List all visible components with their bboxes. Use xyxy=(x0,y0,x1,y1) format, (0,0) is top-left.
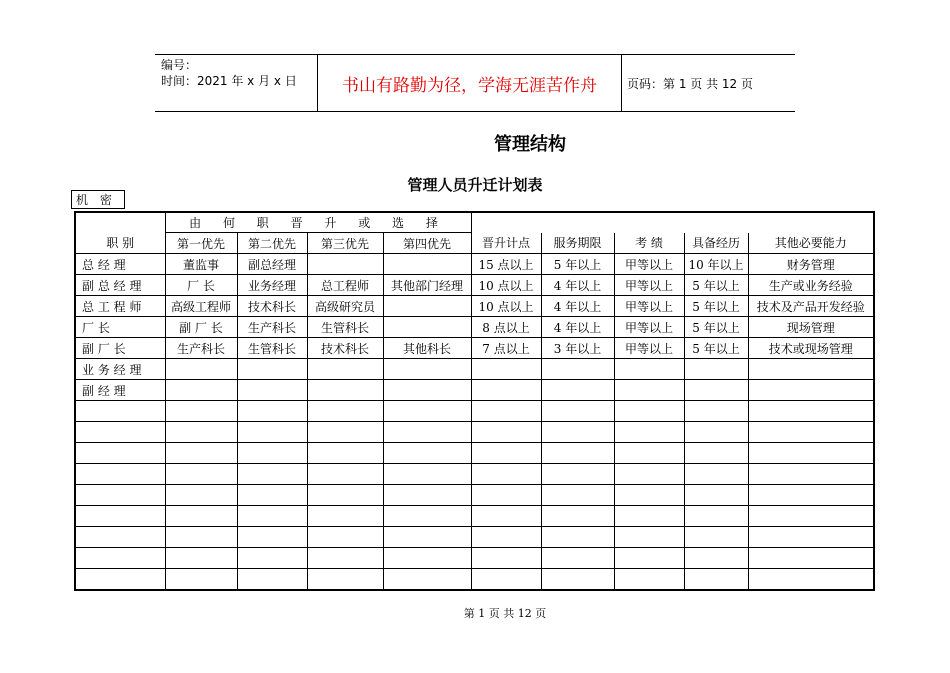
table-cell xyxy=(471,443,541,464)
promotion-plan-table xyxy=(74,211,875,591)
table-cell xyxy=(471,359,541,380)
table-cell xyxy=(541,422,614,443)
table-cell: 技术及产品开发经验 xyxy=(748,296,874,317)
table-cell: 副 厂 长 xyxy=(165,317,237,338)
table-cell xyxy=(307,401,383,422)
table-cell xyxy=(165,464,237,485)
table-cell xyxy=(684,548,748,569)
table-cell xyxy=(383,548,471,569)
table-cell xyxy=(748,485,874,506)
table-cell xyxy=(165,359,237,380)
table-group-header-row xyxy=(75,212,874,233)
table-cell xyxy=(307,464,383,485)
table-cell xyxy=(165,485,237,506)
table-cell xyxy=(383,254,471,275)
table-header-cell xyxy=(75,212,165,233)
table-cell xyxy=(614,548,684,569)
column-header: 第一优先 xyxy=(165,233,237,254)
table-cell xyxy=(307,569,383,591)
table-cell: 其他部门经理 xyxy=(383,275,471,296)
table-row xyxy=(75,401,874,422)
table-cell xyxy=(75,569,165,591)
table-cell xyxy=(748,443,874,464)
table-cell: 4 年以上 xyxy=(541,275,614,296)
table-cell xyxy=(684,527,748,548)
table-cell xyxy=(75,485,165,506)
confidential-label: 机 密 xyxy=(71,190,125,209)
table-cell xyxy=(614,464,684,485)
table-cell xyxy=(237,401,307,422)
table-cell xyxy=(541,359,614,380)
column-header: 职 别 xyxy=(75,233,165,254)
column-header: 晋升计点 xyxy=(471,233,541,254)
table-cell xyxy=(684,485,748,506)
table-cell xyxy=(237,527,307,548)
table-cell: 现场管理 xyxy=(748,317,874,338)
table-header-cell xyxy=(471,212,874,233)
table-cell: 生产科长 xyxy=(237,317,307,338)
table-cell xyxy=(75,464,165,485)
table-cell xyxy=(748,569,874,591)
table-cell: 总 经 理 xyxy=(75,254,165,275)
table-cell: 生管科长 xyxy=(237,338,307,359)
table-cell xyxy=(165,422,237,443)
table-row xyxy=(75,359,874,380)
table-cell: 4 年以上 xyxy=(541,317,614,338)
table-cell xyxy=(684,380,748,401)
table-cell xyxy=(471,380,541,401)
table-cell: 副 厂 长 xyxy=(75,338,165,359)
table-row xyxy=(75,506,874,527)
document-number-label: 编号： xyxy=(161,58,198,72)
table-cell xyxy=(684,422,748,443)
table-cell xyxy=(383,485,471,506)
table-cell xyxy=(541,527,614,548)
table-cell: 甲等以上 xyxy=(614,254,684,275)
table-cell xyxy=(614,506,684,527)
table-cell xyxy=(307,506,383,527)
column-header: 第二优先 xyxy=(237,233,307,254)
table-cell: 甲等以上 xyxy=(614,317,684,338)
table-row xyxy=(75,296,874,317)
table-cell xyxy=(165,443,237,464)
table-cell xyxy=(75,401,165,422)
table-cell xyxy=(307,422,383,443)
table-cell: 4 年以上 xyxy=(541,296,614,317)
table-cell xyxy=(614,380,684,401)
table-cell xyxy=(684,464,748,485)
table-cell xyxy=(165,401,237,422)
table-cell xyxy=(541,443,614,464)
table-cell xyxy=(383,422,471,443)
table-cell: 5 年以上 xyxy=(684,296,748,317)
table-cell xyxy=(237,548,307,569)
document-time-label: 时间：2021 年 x 月 x 日 xyxy=(161,74,297,88)
table-cell xyxy=(471,485,541,506)
table-cell xyxy=(307,359,383,380)
table-cell xyxy=(237,443,307,464)
table-cell: 副总经理 xyxy=(237,254,307,275)
table-cell xyxy=(684,569,748,591)
table-cell xyxy=(165,548,237,569)
table-cell: 10 点以上 xyxy=(471,296,541,317)
table-cell xyxy=(383,359,471,380)
table-cell xyxy=(237,506,307,527)
table-row xyxy=(75,254,874,275)
table-cell xyxy=(75,422,165,443)
table-cell: 技术科长 xyxy=(307,338,383,359)
table-cell: 其他科长 xyxy=(383,338,471,359)
table-cell xyxy=(237,380,307,401)
table-cell xyxy=(541,506,614,527)
table-cell xyxy=(307,380,383,401)
table-cell xyxy=(614,359,684,380)
table-cell: 副 经 理 xyxy=(75,380,165,401)
table-cell xyxy=(237,359,307,380)
table-cell: 高级研究员 xyxy=(307,296,383,317)
table-cell: 业务经理 xyxy=(237,275,307,296)
table-cell xyxy=(383,296,471,317)
table-cell: 3 年以上 xyxy=(541,338,614,359)
page-footer: 第 1 页 共 12 页 xyxy=(463,607,547,620)
column-header: 第三优先 xyxy=(307,233,383,254)
table-cell: 副 总 经 理 xyxy=(75,275,165,296)
table-cell xyxy=(614,569,684,591)
table-row xyxy=(75,317,874,338)
page-title: 管理结构 xyxy=(494,134,566,155)
table-cell xyxy=(684,443,748,464)
table-cell xyxy=(684,359,748,380)
table-row xyxy=(75,422,874,443)
table-cell: 技术或现场管理 xyxy=(748,338,874,359)
table-cell xyxy=(541,485,614,506)
table-cell xyxy=(237,422,307,443)
table-cell: 10 点以上 xyxy=(471,275,541,296)
table-cell: 厂 长 xyxy=(75,317,165,338)
table-cell: 生产科长 xyxy=(165,338,237,359)
table-cell xyxy=(541,401,614,422)
table-cell xyxy=(471,506,541,527)
table-cell: 5 年以上 xyxy=(684,317,748,338)
table-cell xyxy=(471,548,541,569)
table-row xyxy=(75,338,874,359)
table-cell xyxy=(237,569,307,591)
column-header: 考 绩 xyxy=(614,233,684,254)
table-cell: 业 务 经 理 xyxy=(75,359,165,380)
column-header: 服务期限 xyxy=(541,233,614,254)
table-cell xyxy=(614,527,684,548)
table-cell xyxy=(383,401,471,422)
table-cell xyxy=(471,401,541,422)
table-cell: 财务管理 xyxy=(748,254,874,275)
table-row xyxy=(75,548,874,569)
table-cell xyxy=(383,380,471,401)
table-cell xyxy=(307,527,383,548)
table-cell xyxy=(383,443,471,464)
table-cell xyxy=(748,464,874,485)
table-cell xyxy=(471,464,541,485)
table-row xyxy=(75,380,874,401)
table-cell xyxy=(748,506,874,527)
table-cell xyxy=(237,464,307,485)
table-cell xyxy=(165,380,237,401)
table-cell xyxy=(165,506,237,527)
table-cell: 7 点以上 xyxy=(471,338,541,359)
table-cell: 技术科长 xyxy=(237,296,307,317)
table-cell xyxy=(237,485,307,506)
table-cell xyxy=(307,548,383,569)
column-header: 具备经历 xyxy=(684,233,748,254)
table-cell xyxy=(684,506,748,527)
table-cell xyxy=(748,359,874,380)
table-cell: 董监事 xyxy=(165,254,237,275)
table-row xyxy=(75,569,874,591)
table-cell xyxy=(748,527,874,548)
table-cell: 厂 长 xyxy=(165,275,237,296)
table-cell: 总工程师 xyxy=(307,275,383,296)
table-cell xyxy=(748,401,874,422)
document-header xyxy=(155,54,795,112)
table-row xyxy=(75,527,874,548)
table-row xyxy=(75,485,874,506)
table-cell: 15 点以上 xyxy=(471,254,541,275)
table-cell: 5 年以上 xyxy=(541,254,614,275)
table-cell: 总 工 程 师 xyxy=(75,296,165,317)
table-cell xyxy=(75,548,165,569)
table-cell xyxy=(614,422,684,443)
table-cell xyxy=(748,548,874,569)
table-cell: 5 年以上 xyxy=(684,275,748,296)
table-cell xyxy=(614,443,684,464)
table-cell xyxy=(383,464,471,485)
column-header: 其他必要能力 xyxy=(748,233,874,254)
table-cell: 高级工程师 xyxy=(165,296,237,317)
table-cell: 甲等以上 xyxy=(614,296,684,317)
table-cell xyxy=(684,401,748,422)
header-meta xyxy=(161,57,297,89)
table-cell xyxy=(75,527,165,548)
table-cell: 甲等以上 xyxy=(614,275,684,296)
table-cell: 8 点以上 xyxy=(471,317,541,338)
table-cell xyxy=(541,569,614,591)
header-page-code: 页码：第 1 页 共 12 页 xyxy=(627,77,753,91)
table-cell xyxy=(307,485,383,506)
table-cell xyxy=(383,569,471,591)
table-header-row xyxy=(75,233,874,254)
table-cell xyxy=(307,443,383,464)
table-cell: 生管科长 xyxy=(307,317,383,338)
header-divider xyxy=(621,55,622,111)
table-cell xyxy=(541,464,614,485)
table-cell xyxy=(165,527,237,548)
header-motto: 书山有路勤为径，学海无涯苦作舟 xyxy=(342,76,597,96)
table-cell xyxy=(614,485,684,506)
table-cell xyxy=(383,527,471,548)
table-row xyxy=(75,275,874,296)
table-cell xyxy=(748,380,874,401)
table-cell xyxy=(614,401,684,422)
table-cell xyxy=(383,317,471,338)
table-cell: 5 年以上 xyxy=(684,338,748,359)
table-cell: 生产或业务经验 xyxy=(748,275,874,296)
table-cell xyxy=(471,569,541,591)
table-cell xyxy=(471,527,541,548)
table-cell xyxy=(748,422,874,443)
table-cell xyxy=(541,380,614,401)
table-cell xyxy=(75,506,165,527)
table-row xyxy=(75,443,874,464)
table-cell xyxy=(541,548,614,569)
table-title: 管理人员升迁计划表 xyxy=(407,176,543,194)
group-header-cell: 由 何 职 晋 升 或 选 择 xyxy=(165,212,471,233)
table-cell xyxy=(471,422,541,443)
table-cell xyxy=(307,254,383,275)
table-cell xyxy=(75,443,165,464)
table-cell xyxy=(165,569,237,591)
column-header: 第四优先 xyxy=(383,233,471,254)
table-cell xyxy=(383,506,471,527)
table-row xyxy=(75,464,874,485)
table-cell: 10 年以上 xyxy=(684,254,748,275)
table-cell: 甲等以上 xyxy=(614,338,684,359)
